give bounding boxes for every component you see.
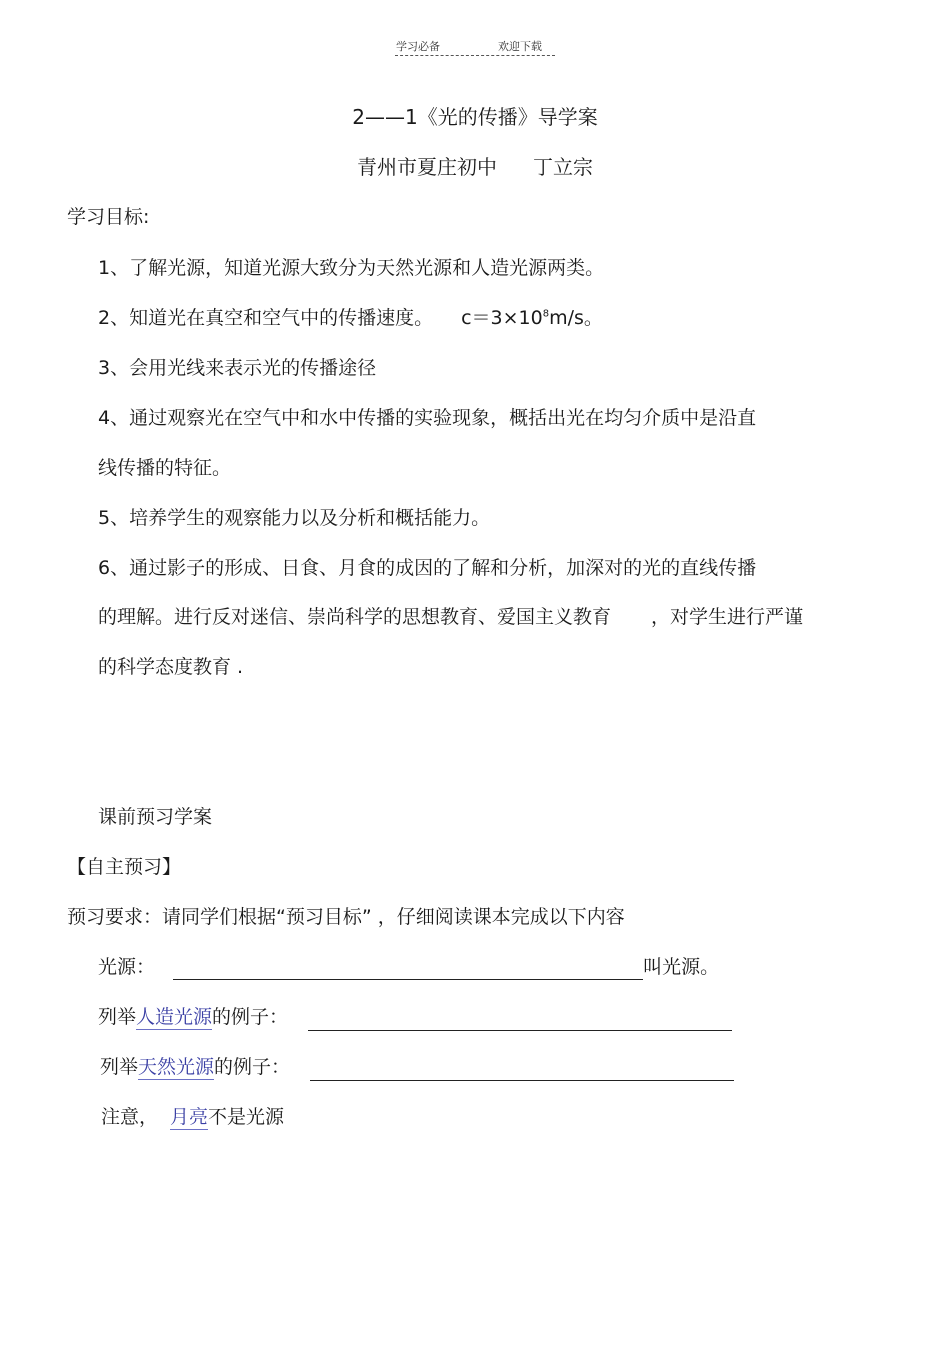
light-source-definition (98, 954, 719, 980)
document-subtitle (0, 154, 950, 180)
light-source-suffix: 叫光源。 (643, 956, 720, 978)
self-preview-heading: 【自主预习】 (67, 856, 182, 878)
light-source-blank[interactable] (173, 957, 643, 980)
header-left-text: 学习必备 (396, 40, 440, 53)
artificial-source-term: 人造光源 (136, 1006, 213, 1028)
header-right-text: 欢迎下载 (498, 40, 542, 53)
header-divider (395, 55, 555, 56)
preview-section-title: 课前预习学案 (98, 806, 213, 828)
objective-item-3: 3、会用光线来表示光的传播途径 (98, 357, 377, 379)
artificial-source-blank[interactable] (308, 1008, 732, 1031)
light-source-label: 光源： (98, 956, 156, 978)
objective-item-2-text: 2、知道光在真空和空气中的传播速度。 (98, 307, 434, 329)
objective-item-4-line-1: 4、通过观察光在空气中和水中传播的实验现象，概括出光在均匀介质中是沿直 (98, 407, 757, 429)
natural-source-term: 天然光源 (138, 1056, 215, 1078)
objective-item-2 (98, 305, 603, 331)
moon-term: 月亮 (170, 1106, 209, 1128)
objectives-heading: 学习目标: (67, 206, 150, 228)
natural-source-prompt: 列举天然光源的例子： (100, 1054, 734, 1081)
objective-item-6-line-3: 的科学态度教育 . (98, 656, 244, 678)
moon-note: 注意， 月亮不是光源 (101, 1106, 285, 1128)
objective-item-6-line-2: 的理解。进行反对迷信、崇尚科学的思想教育、爱国主义教育 ，对学生进行严谨 (98, 606, 804, 628)
artificial-source-prompt: 列举人造光源的例子： (98, 1004, 732, 1031)
objective-item-1: 1、了解光源，知道光源大致分为天然光源和人造光源两类。 (98, 257, 605, 279)
page-header (396, 40, 542, 54)
author-name: 丁立宗 (533, 155, 593, 179)
natural-source-blank[interactable] (310, 1058, 734, 1081)
objective-item-6-line-1: 6、通过影子的形成、日食、月食的成因的了解和分析，加深对的光的直线传播 (98, 557, 757, 579)
school-name: 青州市夏庄初中 (357, 155, 497, 179)
objective-item-5: 5、培养学生的观察能力以及分析和概括能力。 (98, 507, 491, 529)
preview-requirement: 预习要求：请同学们根据“预习目标” ，仔细阅读课本完成以下内容 (67, 906, 625, 928)
exponent: 8 (542, 308, 550, 320)
document-title: 2——1《光的传播》导学案 (352, 105, 598, 129)
objective-item-4-line-2: 线传播的特征。 (98, 457, 232, 479)
speed-formula: $c=3\times 10^8m∕s$。 (461, 307, 603, 329)
